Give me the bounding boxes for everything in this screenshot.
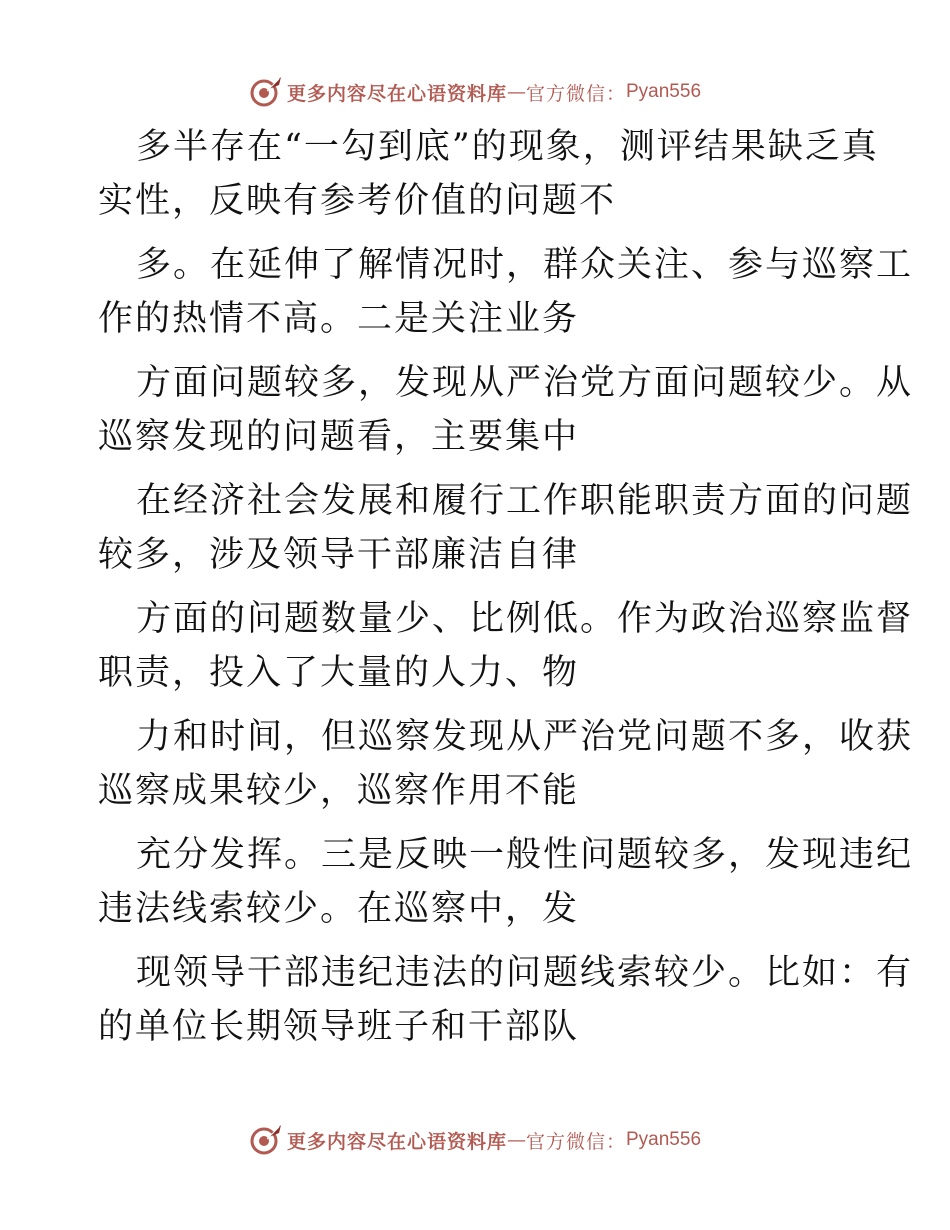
banner-title: 更多内容尽在心语资料库	[286, 1130, 507, 1153]
banner-title: 更多内容尽在心语资料库	[286, 82, 507, 105]
text-line: 多。在延伸了解情况时，群众关注、参与巡察工	[136, 245, 914, 285]
text-line: 违法线索较少。在巡察中，发	[98, 889, 580, 929]
banner-wechat-label: 官方微信：	[525, 1130, 626, 1153]
text-line: 充分发挥。三是反映一般性问题较多，发现违纪	[136, 835, 914, 875]
text-line: 多半存在“一勾到底”的现象，测评结果缺乏真	[136, 127, 879, 167]
banner-dash: —	[506, 1129, 526, 1151]
text-line: 作的热情不高。二是关注业务	[98, 299, 580, 339]
quill-seal-icon	[249, 1123, 283, 1157]
text-line: 巡察成果较少，巡察作用不能	[98, 771, 580, 811]
text-line: 方面问题较多，发现从严治党方面问题较少。从	[136, 363, 914, 403]
text-line: 方面的问题数量少、比例低。作为政治巡察监督	[136, 599, 914, 639]
text-line: 力和时间，但巡察发现从严治党问题不多，收获	[136, 717, 914, 757]
text-line: 实性，反映有参考价值的问题不	[98, 181, 617, 221]
quill-seal-icon	[249, 75, 283, 109]
text-line: 较多，涉及领导干部廉洁自律	[98, 535, 580, 575]
header-banner	[0, 72, 950, 112]
text-line: 的单位长期领导班子和干部队	[98, 1007, 580, 1047]
banner-wechat-id: Pyan556	[626, 81, 702, 102]
text-line: 职责，投入了大量的人力、物	[98, 653, 580, 693]
banner-dash: —	[506, 81, 526, 103]
text-line: 在经济社会发展和履行工作职能职责方面的问题	[136, 481, 914, 521]
banner-wechat-id: Pyan556	[626, 1129, 702, 1150]
text-line: 现领导干部违纪违法的问题线索较少。比如：有	[136, 953, 914, 993]
text-line: 巡察发现的问题看，主要集中	[98, 417, 580, 457]
banner-wechat-label: 官方微信：	[525, 82, 626, 105]
footer-banner	[0, 1120, 950, 1160]
